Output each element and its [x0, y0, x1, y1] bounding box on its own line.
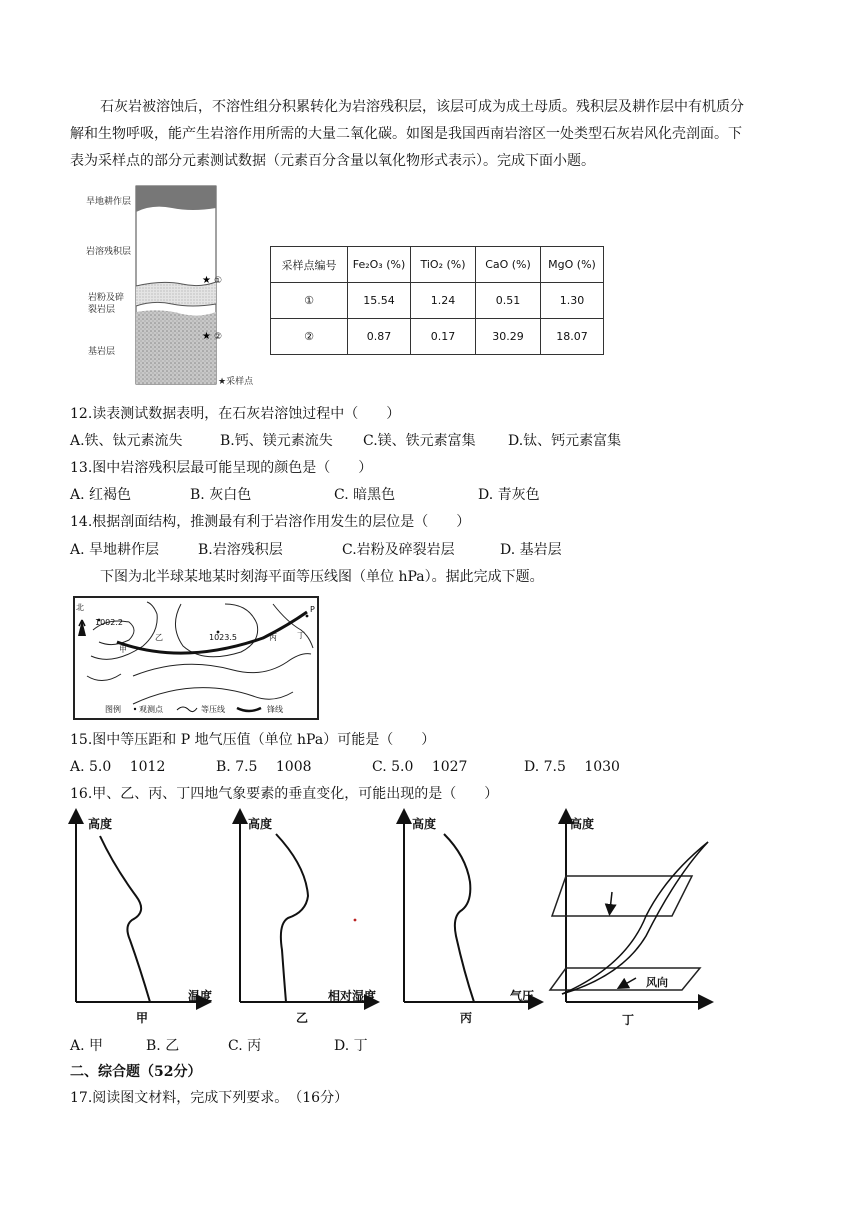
table-cell: 30.29 — [476, 319, 541, 355]
table-cell: 0.87 — [348, 319, 411, 355]
intro-line-3: 表为采样点的部分元素测试数据（元素百分含量以氧化物形式表示）。完成下面小题。 — [70, 153, 595, 169]
sample-marker-2: ② — [214, 332, 223, 342]
table-header: Fe₂O₃ (%) — [348, 247, 411, 283]
q17-stem: 17.阅读图文材料，完成下列要求。 （16分） — [70, 1090, 349, 1106]
table-cell: 15.54 — [348, 283, 411, 319]
graph-jia-ylabel: 高度 — [88, 817, 113, 831]
layer-label-residual: 岩溶残积层 — [86, 247, 132, 257]
q14-option-a[interactable]: A. 旱地耕作层 — [70, 542, 160, 558]
q12-option-d[interactable]: D.钛、钙元素富集 — [508, 433, 622, 449]
sample-data-table — [270, 246, 604, 355]
profile-legend: ★采样点 — [218, 377, 254, 387]
graph-bing — [404, 816, 536, 1025]
table-header: CaO (%) — [476, 247, 541, 283]
q15-option-d[interactable]: D. 7.5 1030 — [524, 759, 620, 775]
table-cell: 1.30 — [541, 283, 604, 319]
map-value-low: 1002.2 — [95, 618, 123, 627]
q16-options — [70, 1036, 470, 1056]
q15-stem: 15.图中等压距和 P 地气压值（单位 hPa）可能是（ ） — [70, 732, 436, 748]
q16-option-a[interactable]: A. 甲 — [70, 1038, 104, 1054]
q16-stem: 16.甲、乙、丙、丁四地气象要素的垂直变化，可能出现的是（ ） — [70, 786, 499, 802]
table-cell: 18.07 — [541, 319, 604, 355]
q14-option-c[interactable]: C.岩粉及碎裂岩层 — [342, 542, 455, 558]
graph-yi — [240, 816, 376, 1025]
q14-option-b[interactable]: B.岩溶残积层 — [198, 542, 283, 558]
weathering-profile-figure — [82, 182, 282, 390]
q12-stem: 12.读表测试数据表明，在石灰岩溶蚀过程中（ ） — [70, 406, 401, 422]
observation-point — [306, 615, 309, 618]
table-cell: 0.51 — [476, 283, 541, 319]
q14-stem: 14.根据剖面结构，推测最有利于岩溶作用发生的层位是（ ） — [70, 514, 471, 530]
q15-options — [70, 757, 770, 777]
sample-star-2: ★ — [202, 331, 211, 342]
isobar-map-figure — [73, 596, 319, 720]
sample-marker-1: ① — [214, 276, 223, 286]
graph-bing-xlabel: 气压 — [510, 989, 535, 1003]
map-label-p: P — [310, 605, 315, 614]
table-header-row — [271, 247, 604, 283]
q12-option-b[interactable]: B.钙、镁元素流失 — [220, 433, 333, 449]
q12-option-c[interactable]: C.镁、铁元素富集 — [363, 433, 476, 449]
table-cell: ① — [271, 283, 348, 319]
table-cell: ② — [271, 319, 348, 355]
q13-option-a[interactable]: A. 红褐色 — [70, 487, 132, 503]
q14-options — [70, 540, 770, 560]
graph-jia-name: 甲 — [136, 1011, 149, 1025]
map-label-ding: 丁 — [297, 631, 305, 640]
layer-label-powder-1: 岩粉及碎 — [88, 293, 125, 303]
intro-2: 下图为北半球某地某时刻海平面等压线图（单位 hPa）。据此完成下题。 — [100, 569, 544, 585]
bedrock-layer-shape — [136, 310, 216, 384]
graph-yi-xlabel: 相对湿度 — [328, 989, 377, 1003]
north-label: 北 — [76, 603, 84, 612]
graph-ding-xlabel: 风向 — [646, 976, 668, 989]
q15-option-a[interactable]: A. 5.0 1012 — [70, 759, 166, 775]
graph-ding-ylabel: 高度 — [570, 817, 595, 831]
graph-yi-ylabel: 高度 — [248, 817, 273, 831]
graph-jia-xlabel: 温度 — [188, 989, 213, 1003]
layer-label-cultivation: 旱地耕作层 — [86, 197, 132, 207]
graph-ding — [550, 816, 708, 1027]
q12-option-a[interactable]: A.铁、钛元素流失 — [70, 433, 183, 449]
q16-option-d[interactable]: D. 丁 — [334, 1038, 368, 1054]
table-cell: 0.17 — [411, 319, 476, 355]
intro-line-1: 石灰岩被溶蚀后，不溶性组分积累转化为岩溶残积层，该层可成为成土母质。残积层及耕作层中有机质分 — [100, 99, 744, 115]
intro-line-2: 解和生物呼吸，能产生岩溶作用所需的大量二氧化碳。如图是我国西南岩溶区一处类型石灰岩风化壳剖面。下 — [70, 126, 742, 142]
table-header: MgO (%) — [541, 247, 604, 283]
map-label-yi: 乙 — [155, 633, 163, 642]
layer-label-powder-2: 裂岩层 — [88, 305, 116, 315]
map-legend-isobar: 等压线 — [201, 705, 225, 714]
vertical-profile-graphs — [66, 806, 726, 1034]
map-value-high: 1023.5 — [209, 633, 237, 642]
table-header: 采样点编号 — [271, 247, 348, 283]
q13-option-d[interactable]: D. 青灰色 — [478, 487, 540, 503]
graph-jia — [76, 816, 212, 1025]
section-2-heading: 二、综合题（52分） — [70, 1064, 202, 1080]
q13-option-b[interactable]: B. 灰白色 — [190, 487, 252, 503]
q13-stem: 13.图中岩溶残积层最可能呈现的颜色是（ ） — [70, 460, 373, 476]
graph-bing-name: 丙 — [460, 1011, 473, 1025]
sample-star-1: ★ — [202, 275, 211, 286]
layer-label-bedrock: 基岩层 — [88, 347, 116, 357]
table-header: TiO₂ (%) — [411, 247, 476, 283]
map-label-jia: 甲 — [119, 645, 127, 654]
graph-ding-name: 丁 — [622, 1013, 635, 1027]
map-legend-front: 锋线 — [267, 705, 283, 714]
q12-options — [70, 431, 770, 451]
table-row — [271, 283, 604, 319]
q13-options — [70, 485, 770, 505]
q15-option-b[interactable]: B. 7.5 1008 — [216, 759, 312, 775]
graph-yi-name: 乙 — [296, 1011, 309, 1025]
table-row — [271, 319, 604, 355]
q16-option-b[interactable]: B. 乙 — [146, 1038, 180, 1054]
map-legend-title: 图例 — [105, 705, 121, 714]
table-cell: 1.24 — [411, 283, 476, 319]
q15-option-c[interactable]: C. 5.0 1027 — [372, 759, 468, 775]
map-label-bing: 丙 — [269, 633, 277, 642]
map-legend-point: 观测点 — [139, 705, 163, 714]
graph-bing-ylabel: 高度 — [412, 817, 437, 831]
q16-option-c[interactable]: C. 丙 — [228, 1038, 262, 1054]
q14-option-d[interactable]: D. 基岩层 — [500, 542, 562, 558]
q13-option-c[interactable]: C. 暗黑色 — [334, 487, 396, 503]
